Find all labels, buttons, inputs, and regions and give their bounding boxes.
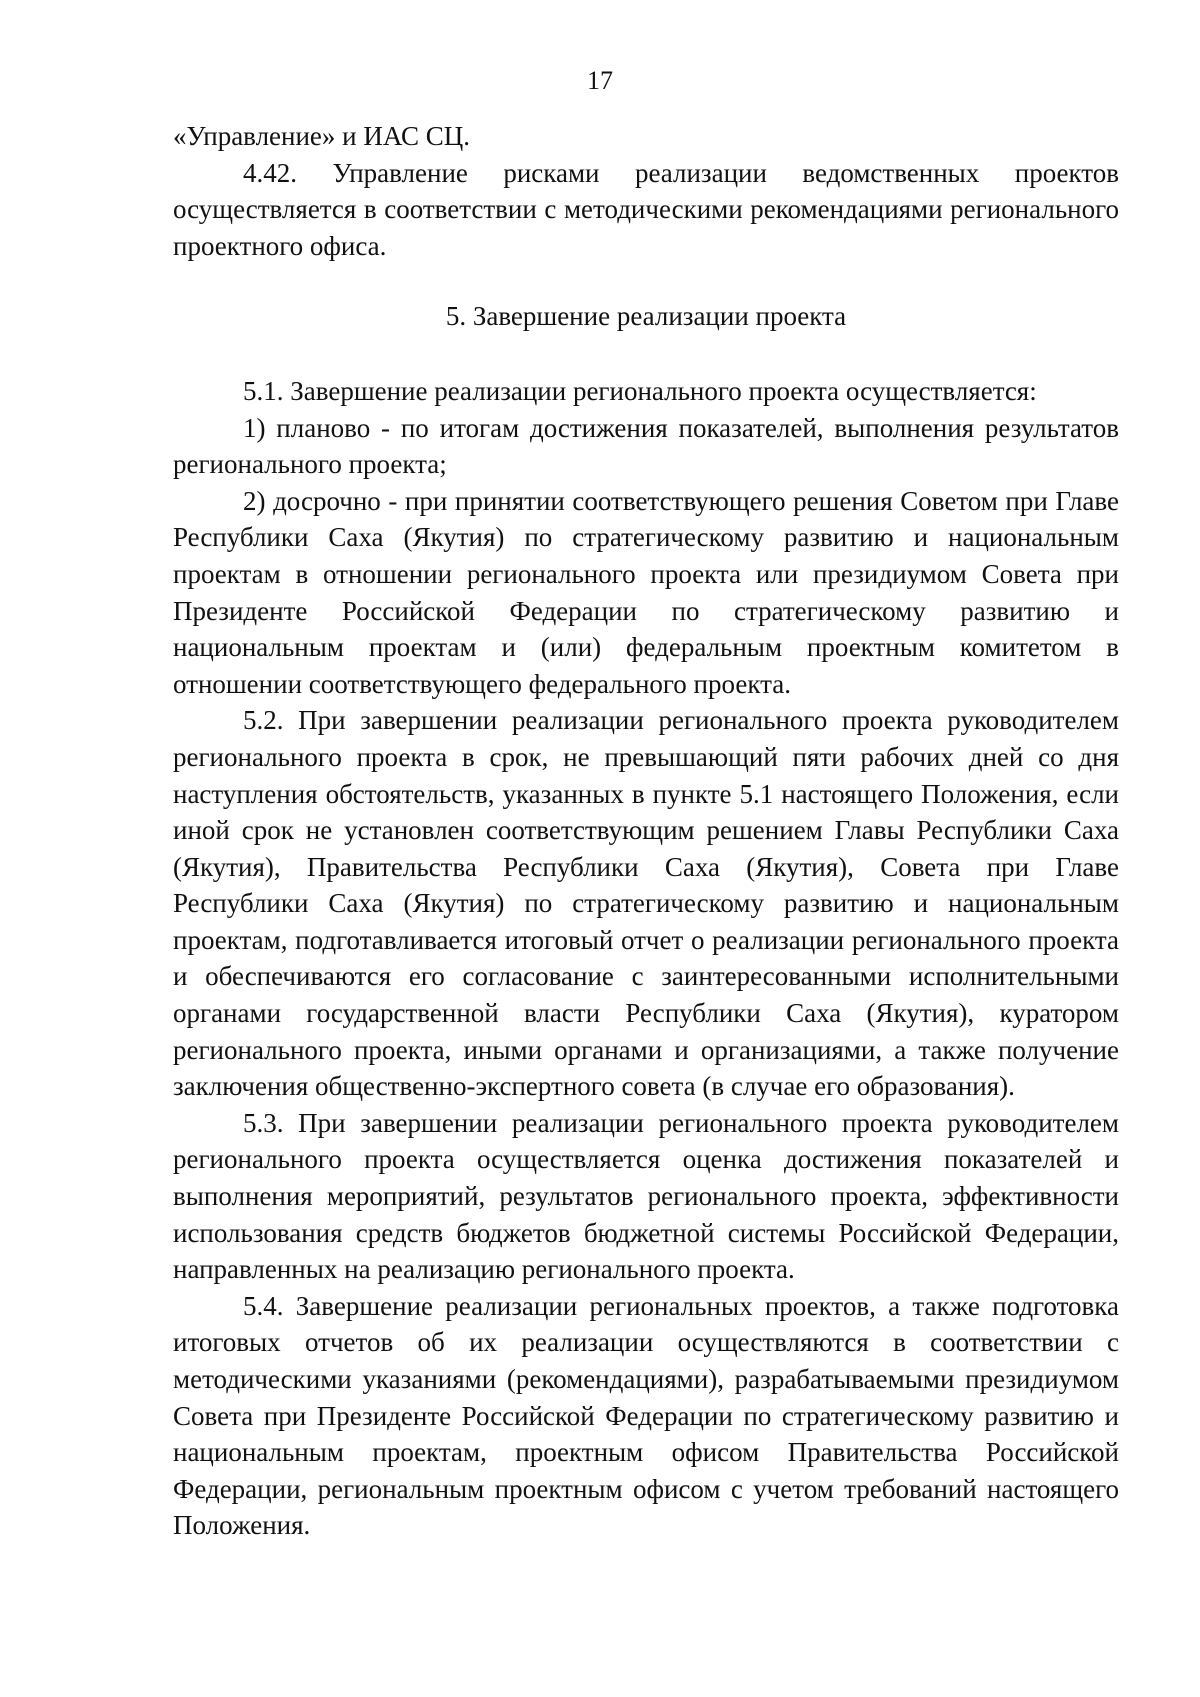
paragraph-5-2: 5.2. При завершении реализации регионального проекта руководителем регионального проекта в срок, не превышающий пяти рабочих дней со дня наступления обстоятельств, указанных в пункте 5.1 настоящего Положения, если иной срок не установлен соответствующим решением Главы Республики Саха (Якутия), Правительства Республики Саха (Якутия), Совета при Главе Республики Саха (Якутия) по стратегическому развитию и национальным проектам, подготавливается итоговый отчет о реализации регионального проекта и обеспечиваются его согласование с заинтересованными исполнительными органами государственной власти Республики Саха (Якутия), куратором регионального проекта, иными органами и организациями, а также получение заключения общественно-экспертного совета (в случае его образования).: [173, 705, 1119, 1102]
continuation-text: «Управление» и ИАС СЦ.: [173, 121, 471, 151]
paragraph-5-1: 5.1. Завершение реализации регионального проекта осуществляется:: [243, 375, 1037, 406]
section-heading-5: 5. Завершение реализации проекта: [445, 301, 847, 332]
paragraph-5-1-item-2: 2) досрочно - при принятии соответствующего решения Советом при Главе Республики Саха (Якутия) по стратегическому развитию и национальным проектам в отношении регионального проекта или президиумом Совета при Президенте Российской Федерации по стратегическому развитию и национальным проектам и (или) федеральным проектным комитетом в отношении соответствующего федерального проекта.: [173, 485, 1119, 699]
paragraph-4-42: 4.42. Управление рисками реализации ведомственных проектов осуществляется в соответствии с методическими рекомендациями регионального проектного офиса.: [173, 157, 1119, 261]
paragraph-5-4: 5.4. Завершение реализации региональных проектов, а также подготовка итоговых отчетов об их реализации осуществляются в соответствии с методическими указаниями (рекомендациями), разрабатываемыми президиумом Совета при Президенте Российской Федерации по стратегическому развитию и национальным проектам, проектным офисом Правительства Российской Федерации, региональным проектным офисом с учетом требований настоящего Положения.: [173, 1290, 1119, 1541]
paragraph-5-3: 5.3. При завершении реализации регионального проекта руководителем регионального проекта осуществляется оценка достижения показателей и выполнения мероприятий, результатов регионального проекта, эффективности использования средств бюджетов бюджетной системы Российской Федерации, направленных на реализацию регионального проекта.: [173, 1107, 1119, 1285]
page-number: 17: [587, 66, 613, 95]
document-body: [173, 118, 1119, 1544]
paragraph-5-1-item-1: 1) планово - по итогам достижения показателей, выполнения результатов регионального проекта;: [173, 412, 1119, 480]
